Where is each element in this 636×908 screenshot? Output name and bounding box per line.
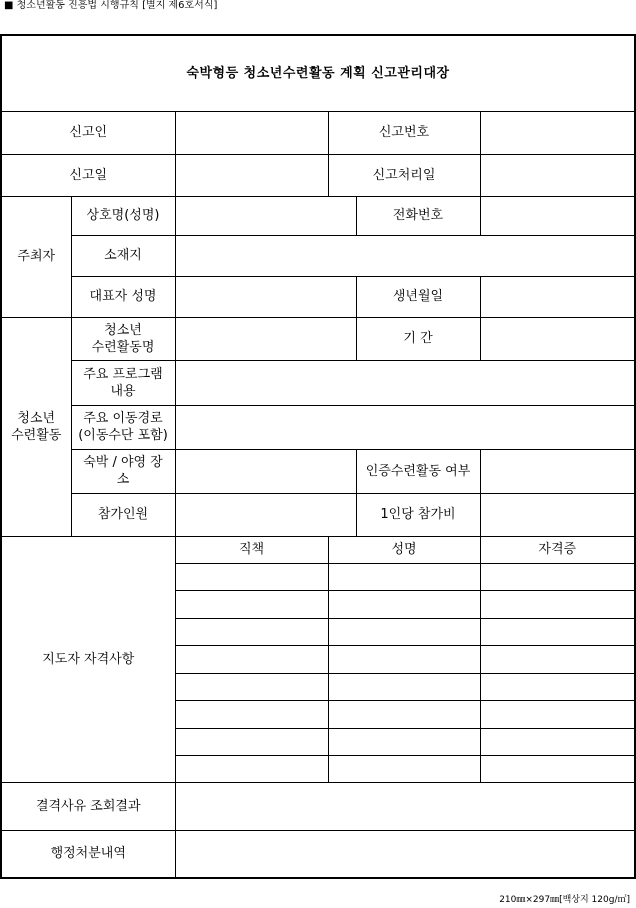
instructor-qualification-cell[interactable] bbox=[480, 755, 635, 782]
instructor-position-cell[interactable] bbox=[175, 645, 328, 673]
fee-per-person-label: 1인당 참가비 bbox=[356, 493, 480, 536]
form-title: 숙박형등 청소년수련활동 계획 신고관리대장 bbox=[1, 35, 635, 111]
instructor-qualification-cell[interactable] bbox=[480, 728, 635, 755]
instructor-name-cell[interactable] bbox=[328, 645, 480, 673]
instructor-qualification-cell[interactable] bbox=[480, 700, 635, 728]
instructor-qualification-cell[interactable] bbox=[480, 618, 635, 645]
period-field[interactable] bbox=[480, 317, 635, 360]
period-label: 기 간 bbox=[356, 317, 480, 360]
instructor-qualification-cell[interactable] bbox=[480, 645, 635, 673]
admin-action-field[interactable] bbox=[175, 830, 635, 878]
processing-date-field[interactable] bbox=[480, 154, 635, 196]
instructor-name-cell[interactable] bbox=[328, 673, 480, 700]
address-label: 소재지 bbox=[71, 235, 175, 276]
birthdate-field[interactable] bbox=[480, 276, 635, 317]
certified-field[interactable] bbox=[480, 449, 635, 493]
report-date-field[interactable] bbox=[175, 154, 328, 196]
participants-field[interactable] bbox=[175, 493, 356, 536]
instructor-qual-label: 지도자 자격사항 bbox=[1, 536, 175, 782]
admin-action-label: 행정처분내역 bbox=[1, 830, 175, 878]
representative-field[interactable] bbox=[175, 276, 356, 317]
representative-label: 대표자 성명 bbox=[71, 276, 175, 317]
business-name-label: 상호명(성명) bbox=[71, 196, 175, 235]
phone-label: 전화번호 bbox=[356, 196, 480, 235]
instructor-position-cell[interactable] bbox=[175, 755, 328, 782]
instructor-position-cell[interactable] bbox=[175, 700, 328, 728]
main-program-label: 주요 프로그램 내용 bbox=[71, 360, 175, 405]
certified-label: 인증수련활동 여부 bbox=[356, 449, 480, 493]
instructor-position-cell[interactable] bbox=[175, 618, 328, 645]
instructor-position-cell[interactable] bbox=[175, 590, 328, 618]
business-name-field[interactable] bbox=[175, 196, 356, 235]
instructor-name-cell[interactable] bbox=[328, 755, 480, 782]
youth-activity-label: 청소년 수련활동 bbox=[1, 317, 71, 536]
qualification-header: 자격증 bbox=[480, 536, 635, 563]
disqualification-label: 결격사유 조회결과 bbox=[1, 782, 175, 830]
main-route-field[interactable] bbox=[175, 405, 635, 449]
lodging-field[interactable] bbox=[175, 449, 356, 493]
instructor-name-cell[interactable] bbox=[328, 728, 480, 755]
instructor-name-cell[interactable] bbox=[328, 700, 480, 728]
instructor-position-cell[interactable] bbox=[175, 673, 328, 700]
instructor-name-cell[interactable] bbox=[328, 590, 480, 618]
main-route-label: 주요 이동경로 (이동수단 포함) bbox=[71, 405, 175, 449]
position-header: 직책 bbox=[175, 536, 328, 563]
instructor-name-cell[interactable] bbox=[328, 618, 480, 645]
organizer-label: 주최자 bbox=[1, 196, 71, 317]
reporter-field[interactable] bbox=[175, 111, 328, 154]
report-number-label: 신고번호 bbox=[328, 111, 480, 154]
activity-name-field[interactable] bbox=[175, 317, 356, 360]
disqualification-field[interactable] bbox=[175, 782, 635, 830]
instructor-position-cell[interactable] bbox=[175, 728, 328, 755]
fee-per-person-field[interactable] bbox=[480, 493, 635, 536]
participants-label: 참가인원 bbox=[71, 493, 175, 536]
main-program-field[interactable] bbox=[175, 360, 635, 405]
phone-field[interactable] bbox=[480, 196, 635, 235]
report-date-label: 신고일 bbox=[1, 154, 175, 196]
lodging-label: 숙박 / 야영 장 소 bbox=[71, 449, 175, 493]
paper-spec-note: 210㎜×297㎜[백상지 120g/㎡] bbox=[499, 895, 630, 905]
registry-form-table bbox=[0, 34, 636, 879]
instructor-position-cell[interactable] bbox=[175, 563, 328, 590]
reporter-label: 신고인 bbox=[1, 111, 175, 154]
instructor-name-cell[interactable] bbox=[328, 563, 480, 590]
birthdate-label: 생년월일 bbox=[356, 276, 480, 317]
activity-name-label: 청소년 수련활동명 bbox=[71, 317, 175, 360]
instructor-qualification-cell[interactable] bbox=[480, 590, 635, 618]
address-field[interactable] bbox=[175, 235, 635, 276]
instructor-qualification-cell[interactable] bbox=[480, 563, 635, 590]
report-number-field[interactable] bbox=[480, 111, 635, 154]
name-header: 성명 bbox=[328, 536, 480, 563]
instructor-qualification-cell[interactable] bbox=[480, 673, 635, 700]
form-reference-note: ■ 청소년활동 진흥법 시행규칙 [별지 제6호서식] bbox=[4, 0, 218, 11]
processing-date-label: 신고처리일 bbox=[328, 154, 480, 196]
